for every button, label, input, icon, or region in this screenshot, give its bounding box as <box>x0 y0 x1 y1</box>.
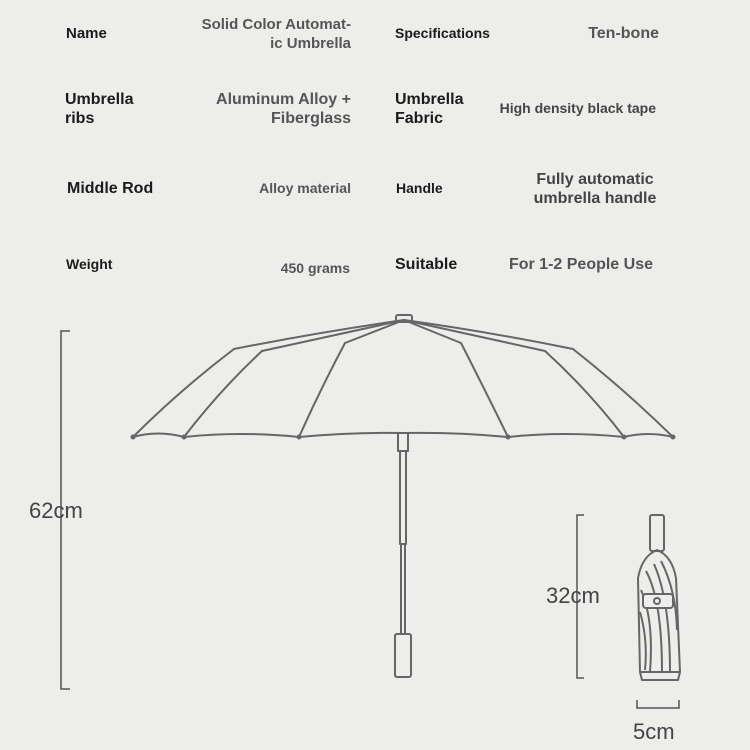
rib-2 <box>299 343 345 437</box>
handle-value-line1: Fully automatic <box>536 171 654 188</box>
handle <box>395 634 411 677</box>
folded-handle <box>650 515 664 551</box>
width-bracket-folded <box>637 700 679 708</box>
canopy-top-line <box>234 320 573 349</box>
stretcher-d <box>404 320 545 351</box>
weight-label: Weight <box>66 256 113 272</box>
rib-4 <box>545 351 624 437</box>
open-height-label: 62cm <box>29 498 83 523</box>
rod-value: Alloy material <box>259 180 351 196</box>
handle-value-line2: umbrella handle <box>533 190 657 207</box>
shaft-runner <box>398 433 408 451</box>
shaft <box>400 451 406 544</box>
rib-3 <box>461 343 508 437</box>
name-value-line1: Solid Color Automat- <box>201 16 351 33</box>
weight-value: 450 grams <box>280 260 350 276</box>
fabric-value: High density black tape <box>499 100 656 116</box>
rib-1 <box>184 351 262 437</box>
specifications-value: Ten-bone <box>588 25 659 42</box>
name-value-line2: ic Umbrella <box>270 35 351 52</box>
ribs-value-line2: Fiberglass <box>270 110 351 127</box>
suitable-value: For 1-2 People Use <box>508 256 653 273</box>
rod-label: Middle Rod <box>67 180 154 197</box>
folded-height-label: 32cm <box>546 583 600 608</box>
folded-strap <box>643 594 673 608</box>
fabric-label-line1: Umbrella <box>395 91 464 108</box>
rib-outer-left <box>133 349 234 437</box>
specifications-label: Specifications <box>395 25 490 41</box>
ribs-value-line1: Aluminum Alloy + <box>216 91 351 108</box>
stretcher-a <box>262 320 404 351</box>
ribs-label-line1: Umbrella <box>65 91 134 108</box>
name-label: Name <box>66 25 107 42</box>
shaft-lower <box>401 544 405 634</box>
fabric-label-line2: Fabric <box>395 110 444 127</box>
handle-label: Handle <box>396 180 443 196</box>
folded-width-label: 5cm <box>633 719 675 744</box>
suitable-label: Suitable <box>395 256 458 273</box>
ribs-label-line2: ribs <box>65 110 95 127</box>
